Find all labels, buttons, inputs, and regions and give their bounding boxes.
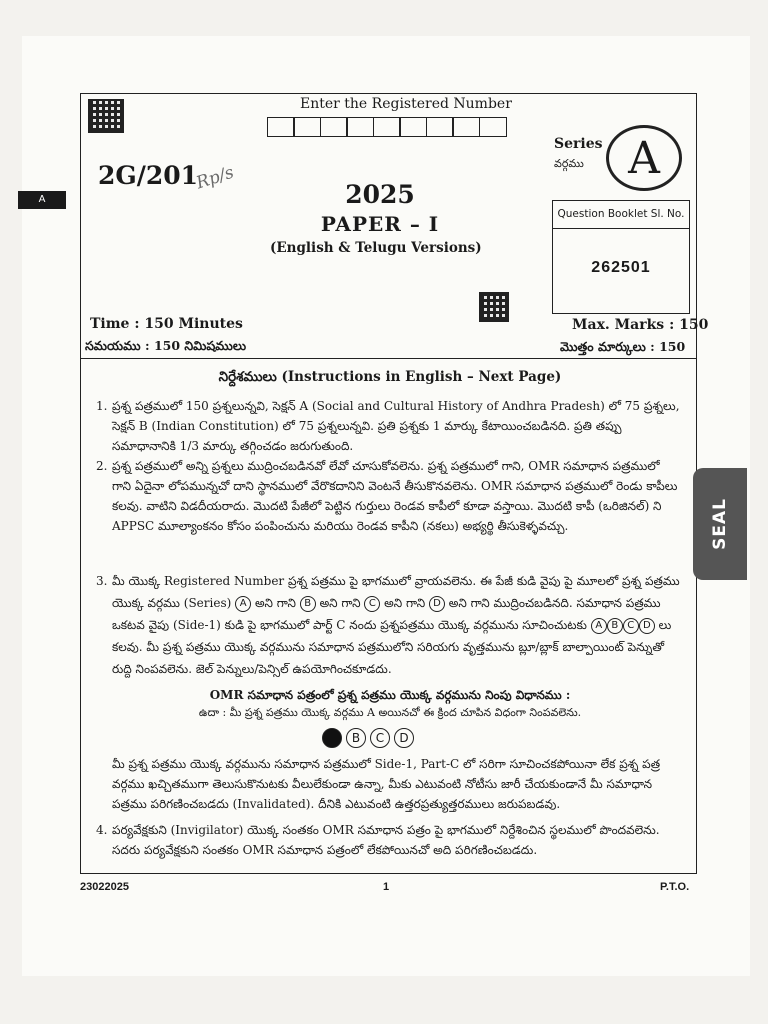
seal-tab bbox=[693, 468, 747, 580]
series-label-telugu: వర్గము bbox=[554, 157, 584, 170]
instruction-text-part: అని గాని ముద్రించబడినది. సమాధాన పత్రము ఒకటవ వైపు (Side-1) కుడి పై భాగములో పార్ట్ C నందు ప్రశ్నపత్రము యొక్క వర్గమును సూచించుటకు bbox=[112, 596, 661, 632]
page-number: 1 bbox=[383, 881, 390, 893]
registered-number-boxes[interactable] bbox=[268, 117, 507, 137]
paper-title: PAPER – I bbox=[320, 212, 440, 236]
bubble-d-icon: D bbox=[394, 728, 414, 748]
bubble-c-icon: C bbox=[364, 596, 380, 612]
instruction-item bbox=[96, 456, 682, 536]
time-allowed: Time : 150 Minutes bbox=[90, 316, 243, 332]
handwritten-note: Rp/s bbox=[193, 162, 237, 194]
instruction-item bbox=[96, 396, 682, 456]
instruction-item bbox=[96, 820, 682, 860]
qr-code-small-icon bbox=[479, 292, 509, 322]
registered-number-label: Enter the Registered Number bbox=[300, 96, 512, 112]
bubble-a-icon: A bbox=[235, 596, 251, 612]
booklet-number-label: Question Booklet Sl. No. bbox=[553, 201, 689, 229]
bubble-b-icon: B bbox=[300, 596, 316, 612]
instruction-text bbox=[112, 570, 682, 680]
filled-bubble-icon bbox=[322, 728, 342, 748]
registered-number-digit-box[interactable] bbox=[452, 117, 480, 137]
time-allowed-telugu: సమయము : 150 నిమిషములు bbox=[85, 338, 247, 353]
bubble-a-icon: A bbox=[591, 618, 607, 634]
bubble-c-icon: C bbox=[623, 618, 639, 634]
instruction-item bbox=[96, 570, 682, 680]
max-marks-telugu: మొత్తం మార్కులు : 150 bbox=[560, 339, 686, 354]
instruction-text: ప్రశ్న పత్రములో 150 ప్రశ్నలున్నవి, సెక్షన్ A (Social and Cultural History of Andhra Pradesh) లో 75 ప్రశ్నలు, సెక్షన్ B (Indian Constitution) లో 75 ప్రశ్నలున్నవి. ప్రతి ప్రశ్నకు 1 మార్కు కేటాయించబడినది. ప్రతి తప్పు సమాధానానికి 1/3 మార్కు తగ్గించడం జరుగుతుంది. bbox=[112, 399, 680, 453]
series-badge: A bbox=[606, 125, 682, 191]
omr-heading: OMR సమాధాన పత్రంలో ప్రశ్న పత్రము యొక్క వర్గమును నింపు విధానము : bbox=[209, 688, 571, 702]
instruction-number: 2. bbox=[96, 459, 108, 473]
registered-number-digit-box[interactable] bbox=[479, 117, 507, 137]
or-word: అని గాని bbox=[254, 596, 296, 610]
qr-code-icon bbox=[88, 99, 124, 133]
registered-number-digit-box[interactable] bbox=[373, 117, 401, 137]
registered-number-digit-box[interactable] bbox=[293, 117, 321, 137]
series-label: Series bbox=[554, 136, 603, 152]
instruction-text: పర్యవేక్షకుని (Invigilator) యొక్క సంతకం OMR సమాధాన పత్రం పై భాగములో నిర్దేశించిన స్థలములో పొందవలెను. సదరు పర్యవేక్షకుని సంతకం OMR సమాధాన పత్రంలో లేకపోయినచో అది పరిగణించబడదు. bbox=[112, 823, 660, 857]
bubble-d-icon: D bbox=[639, 618, 655, 634]
instruction-number: 1. bbox=[96, 399, 108, 413]
instructions-heading: నిర్దేశములు (Instructions in English – Next Page) bbox=[218, 369, 562, 385]
booklet-number: 262501 bbox=[591, 259, 651, 276]
instruction-number: 4. bbox=[96, 823, 108, 837]
registered-number-digit-box[interactable] bbox=[267, 117, 295, 137]
header-divider bbox=[81, 358, 696, 359]
registered-number-digit-box[interactable] bbox=[320, 117, 348, 137]
bubble-b-icon: B bbox=[607, 618, 623, 634]
side-tab-marker: A bbox=[18, 191, 66, 209]
registered-number-digit-box[interactable] bbox=[346, 117, 374, 137]
sample-bubble-row bbox=[322, 728, 414, 748]
or-word: అని గాని bbox=[384, 596, 426, 610]
bubble-c-icon: C bbox=[370, 728, 390, 748]
instruction-continuation: మీ ప్రశ్న పత్రము యొక్క వర్గమును సమాధాన పత్రములో Side-1, Part-C లో సరిగా సూచించకపోయినా లేక ప్రశ్న పత్ర వర్గము ఖచ్చితముగా తెలుసుకొనుటకు వీలులేకుండా ఉన్నా, మీకు ఎటువంటి నోటీసు జారీ చేయకుండానే మీ సమాధాన పత్రము పరిగణించబడదు (Invalidated). దీనికి ఎటువంటి ఉత్తరప్రత్యుత్తరములు జరుపబడవు. bbox=[112, 757, 661, 811]
bubble-d-icon: D bbox=[429, 596, 445, 612]
paper-code: 2G/201 bbox=[98, 161, 199, 190]
seal-label: SEAL bbox=[709, 498, 730, 550]
instruction-text-part: మీ యొక్క Registered Number ప్రశ్న పత్రము పై భాగములో వ్రాయవలెను. ఈ పేజీ కుడి వైపు పై మూలలో ప్రశ్న పత్రము యొక్క వర్గము (Series) bbox=[112, 574, 680, 610]
instruction-text: ప్రశ్న పత్రములో అన్ని ప్రశ్నలు ముద్రించబడినవో లేవో చూసుకోవలెను. ప్రశ్న పత్రములో గాని, OMR సమాధాన పత్రములో గాని ఏదైనా లోపమున్నచో దాని స్థానములో వేరొకదానిని వెంటనే తీసుకొనవలెను. OMR సమాధాన పత్రములో రెండు కాపీలు కలవు. వాటిని విడదీయరాదు. మొదటి పేజీలో పెట్టిన గుర్తులు రెండవ కాపీలో కూడా వస్తాయి. మొదటి కాపీ (ఒరిజినల్) ని APPSC మూల్యాంకనం కోసం పంపించును మరియు రెండవ కాపీని (నకలు) అభ్యర్థి తీసుకెళ్ళవచ్చు. bbox=[112, 459, 678, 533]
instruction-text-part: లు కలవు. మీ ప్రశ్న పత్రము యొక్క వర్గమును సమాధాన పత్రములోని సరియగు వృత్తమును బ్లూ/బ్లాక్ బాల్పాయింట్ పెన్నుతో రుద్ది నింపవలెను. జెల్ పెన్నులు/పెన్సిల్ ఉపయోగించకూడదు. bbox=[112, 618, 672, 676]
instruction-number: 3. bbox=[96, 574, 108, 588]
registered-number-digit-box[interactable] bbox=[426, 117, 454, 137]
omr-example: ఉదా : మీ ప్రశ్న పత్రము యొక్క వర్గము A అయినచో ఈ క్రింద చూపిన విధంగా నింపవలెను. bbox=[198, 706, 582, 719]
max-marks: Max. Marks : 150 bbox=[572, 317, 709, 333]
versions-label: (English & Telugu Versions) bbox=[270, 240, 482, 256]
bubble-b-icon: B bbox=[346, 728, 366, 748]
pto-label: P.T.O. bbox=[660, 881, 690, 893]
footer-code: 23022025 bbox=[80, 881, 129, 893]
exam-year: 2025 bbox=[345, 180, 415, 209]
or-word: అని గాని bbox=[319, 596, 361, 610]
booklet-number-box bbox=[552, 200, 690, 314]
registered-number-digit-box[interactable] bbox=[399, 117, 427, 137]
